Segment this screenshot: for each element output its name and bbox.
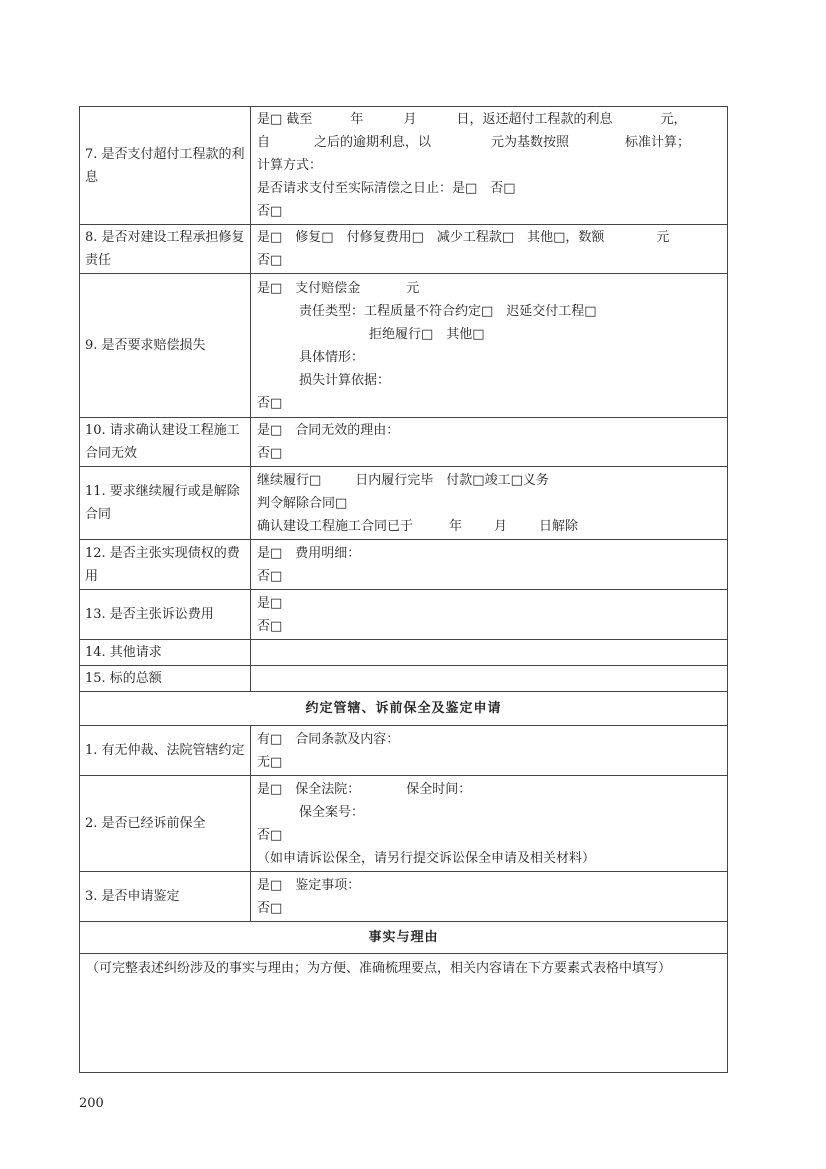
text: 无□	[257, 754, 283, 770]
section-header-row	[80, 692, 728, 726]
form-row-14	[80, 640, 728, 666]
text: 之后的逾期利息，以	[314, 135, 432, 150]
text: 是□ 截至	[257, 112, 313, 127]
row-label: 11. 要求继续履行或是解除合同	[80, 467, 251, 540]
text: 是□ 鉴定事项：	[257, 877, 361, 893]
page-number: 200	[79, 1096, 104, 1111]
text: 确认建设工程施工合同已于	[257, 518, 414, 534]
row-label: 15. 标的总额	[80, 666, 251, 692]
text: 是□ 合同无效的理由：	[257, 423, 400, 438]
text: 否□	[257, 900, 283, 916]
text: 否□	[257, 827, 283, 843]
row-label: 3. 是否申请鉴定	[80, 872, 251, 922]
row-label: 7. 是否支付超付工程款的利息	[80, 107, 251, 225]
facts-row	[80, 954, 728, 1073]
form-row-preservation	[80, 776, 728, 872]
form-row-8	[80, 225, 728, 274]
form-row-13	[80, 590, 728, 640]
text: 是否请求支付至实际清偿之日止：是□ 否□	[257, 181, 516, 196]
text: 拒绝履行□ 其他□	[369, 326, 485, 342]
row-content	[251, 467, 728, 540]
form-row-7	[80, 107, 728, 225]
row-label: 9. 是否要求赔偿损失	[80, 274, 251, 418]
text: 有□ 合同条款及内容：	[257, 731, 400, 747]
section-title: 事实与理由	[80, 922, 728, 954]
row-content	[251, 418, 728, 467]
text: 是□ 费用明细：	[257, 545, 361, 561]
text: 标准计算；	[625, 135, 691, 150]
form-row-11	[80, 467, 728, 540]
row-content-empty	[251, 640, 728, 666]
row-content	[251, 872, 728, 922]
text: 元	[656, 230, 670, 245]
text: 具体情形：	[299, 349, 365, 365]
text: 元，	[660, 112, 687, 127]
row-content	[251, 590, 728, 640]
row-label: 2. 是否已经诉前保全	[80, 776, 251, 872]
text: 保全时间：	[406, 781, 472, 797]
text: 否□	[257, 395, 283, 411]
text: 否□	[257, 253, 283, 268]
text: 是□	[257, 595, 283, 611]
form-row-10	[80, 418, 728, 467]
row-content	[251, 274, 728, 418]
text: 日内履行完毕 付款□竣工□义务	[355, 472, 549, 488]
text: 否□	[257, 446, 283, 461]
form-row-jurisdiction	[80, 726, 728, 776]
row-content	[251, 107, 728, 225]
row-content	[251, 776, 728, 872]
text: 月	[494, 518, 508, 534]
text: 年	[350, 112, 364, 127]
text: 损失计算依据：	[299, 372, 391, 388]
text: 是□ 修复□ 付修复费用□ 减少工程款□ 其他□，数额	[257, 230, 605, 245]
section-header-row	[80, 922, 728, 954]
row-content	[251, 540, 728, 590]
form-row-appraisal	[80, 872, 728, 922]
facts-note: （可完整表述纠纷涉及的事实与理由；为方便、准确梳理要点，相关内容请在下方要素式表格中填写）	[80, 954, 728, 1073]
row-content	[251, 225, 728, 274]
form-row-9	[80, 274, 728, 418]
row-label: 1. 有无仲裁、法院管辖约定	[80, 726, 251, 776]
text: 判令解除合同□	[257, 495, 348, 511]
row-label: 13. 是否主张诉讼费用	[80, 590, 251, 640]
form-row-12	[80, 540, 728, 590]
row-content	[251, 726, 728, 776]
text: 继续履行□	[257, 472, 322, 488]
text: 日，返还超付工程款的利息	[456, 112, 613, 127]
text: 元为基数按照	[491, 135, 570, 150]
complaint-form-table	[79, 106, 728, 1073]
text: 计算方式：	[257, 158, 323, 173]
text: 元	[406, 280, 420, 296]
text: （如申请诉讼保全，请另行提交诉讼保全申请及相关材料）	[257, 850, 596, 866]
row-label: 8. 是否对建设工程承担修复责任	[80, 225, 251, 274]
text: 月	[403, 112, 417, 127]
text: 保全案号：	[299, 804, 365, 820]
text: 是□ 支付赔偿金	[257, 280, 361, 296]
text: 日解除	[539, 518, 579, 534]
section-title: 约定管辖、诉前保全及鉴定申请	[80, 692, 728, 726]
text: 责任类型：工程质量不符合约定□ 迟延交付工程□	[299, 303, 597, 319]
row-label: 14. 其他请求	[80, 640, 251, 666]
text: 年	[449, 518, 463, 534]
text: 否□	[257, 568, 283, 584]
text: 否□	[257, 204, 283, 219]
text: 自	[257, 135, 271, 150]
text: 否□	[257, 618, 283, 634]
text: 是□ 保全法院：	[257, 781, 361, 797]
row-label: 12. 是否主张实现债权的费用	[80, 540, 251, 590]
row-content-empty	[251, 666, 728, 692]
row-label: 10. 请求确认建设工程施工合同无效	[80, 418, 251, 467]
form-row-15	[80, 666, 728, 692]
